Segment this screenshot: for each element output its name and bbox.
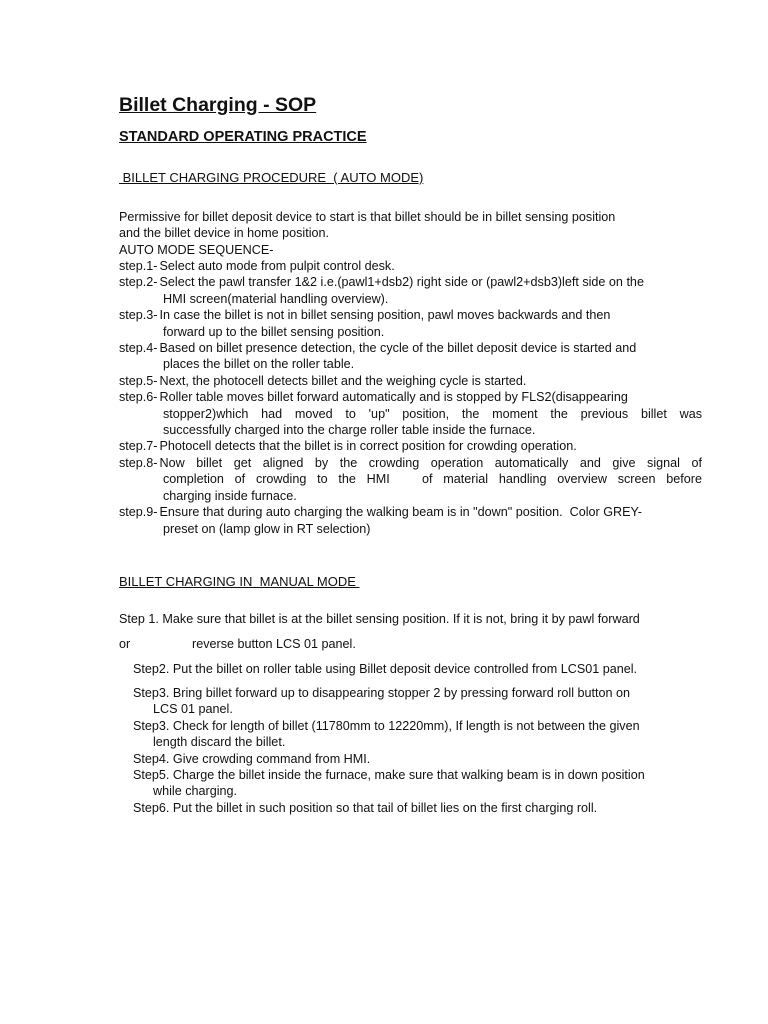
manual-step-1-line2: reverse button LCS 01 panel. — [192, 637, 356, 651]
step-number: step.7- — [119, 439, 158, 454]
auto-step — [119, 373, 702, 389]
step-number: step.6- — [119, 390, 158, 405]
manual-mode-heading: BILLET CHARGING IN MANUAL MODE — [119, 574, 360, 589]
step-text: Based on billet presence detection, the cycle of the billet deposit device is started and — [159, 341, 637, 356]
manual-step-1-or: or — [119, 637, 131, 651]
step-number: step.5- — [119, 373, 158, 388]
step-text: Select auto mode from pulpit control desk. — [159, 259, 395, 273]
manual-step-line: Step5. Charge the billet inside the furnace, make sure that walking beam is in down position — [133, 768, 645, 782]
auto-mode-intro — [119, 209, 709, 258]
auto-step — [119, 389, 702, 405]
manual-step-continuation: while charging. — [153, 784, 238, 799]
step-continuation: successfully charged into the charge roller table inside the furnace. — [163, 423, 536, 438]
auto-step — [119, 307, 702, 323]
step-number: step.3- — [119, 308, 158, 323]
auto-step — [119, 258, 702, 274]
manual-step: Step2. Put the billet on roller table using Billet deposit device controlled from LCS01 panel. — [133, 662, 638, 676]
step-text: Roller table moves billet forward automatically and is stopped by FLS2(disappearing — [159, 390, 628, 405]
step-text: Next, the photocell detects billet and the weighing cycle is started. — [159, 373, 527, 388]
manual-step — [133, 718, 640, 751]
step-number: step.8- — [119, 455, 158, 470]
manual-step — [133, 685, 630, 718]
step-number: step.9- — [119, 505, 158, 520]
step-continuation: places the billet on the roller table. — [163, 357, 355, 372]
step-number: step.1- — [119, 259, 158, 273]
document-subtitle: STANDARD OPERATING PRACTICE — [119, 129, 367, 145]
step-text: Photocell detects that the billet is in correct position for crowding operation. — [159, 439, 577, 454]
step-number: step.4- — [119, 341, 158, 356]
auto-step — [119, 340, 702, 356]
manual-step-1-line1: Step 1. Make sure that billet is at the billet sensing position. If it is not, bring it by pawl forward — [119, 612, 640, 626]
step-text: Ensure that during auto charging the walking beam is in "down" position. Color GREY- — [159, 505, 642, 520]
manual-step-line: Step3. Bring billet forward up to disappearing stopper 2 by pressing forward roll button on — [133, 686, 631, 700]
manual-step: Step4. Give crowding command from HMI. — [133, 752, 371, 766]
intro-line: and the billet device in home position. — [119, 226, 330, 241]
document-title: Billet Charging - SOP — [119, 94, 317, 116]
step-text: Select the pawl transfer 1&2 i.e.(pawl1+dsb2) right side or (pawl2+dsb3)left side on the — [159, 275, 644, 290]
step-continuation: forward up to the billet sensing position. — [163, 324, 385, 339]
manual-step-line: Step3. Check for length of billet (11780mm to 12220mm), If length is not between the given — [133, 719, 640, 733]
step-text: In case the billet is not in billet sensing position, pawl moves backwards and then — [159, 308, 611, 323]
manual-step-continuation: LCS 01 panel. — [153, 702, 233, 717]
auto-step — [119, 455, 702, 471]
auto-mode-heading: BILLET CHARGING PROCEDURE ( AUTO MODE) — [119, 170, 424, 185]
step-continuation: charging inside furnace. — [163, 488, 297, 503]
step-text: Now billet get aligned by the crowding operation automatically and give signal of — [159, 455, 702, 470]
auto-step — [119, 438, 702, 454]
auto-mode-steps — [119, 258, 702, 537]
manual-step-continuation: length discard the billet. — [153, 735, 286, 750]
intro-line: AUTO MODE SEQUENCE- — [119, 242, 274, 257]
step-continuation: stopper2)which had moved to 'up" position, the moment the previous billet was — [163, 406, 702, 421]
auto-step — [119, 274, 702, 290]
intro-line: Permissive for billet deposit device to start is that billet should be in billet sensing position — [119, 210, 616, 224]
step-continuation: completion of crowding to the HMI of material handling overview screen before — [163, 472, 702, 487]
step-number: step.2- — [119, 275, 158, 290]
step-continuation: HMI screen(material handling overview). — [163, 291, 389, 306]
manual-step — [133, 767, 645, 800]
manual-step: Step6. Put the billet in such position so that tail of billet lies on the first charging roll. — [133, 801, 598, 815]
step-continuation: preset on (lamp glow in RT selection) — [163, 521, 371, 536]
auto-step — [119, 504, 702, 520]
